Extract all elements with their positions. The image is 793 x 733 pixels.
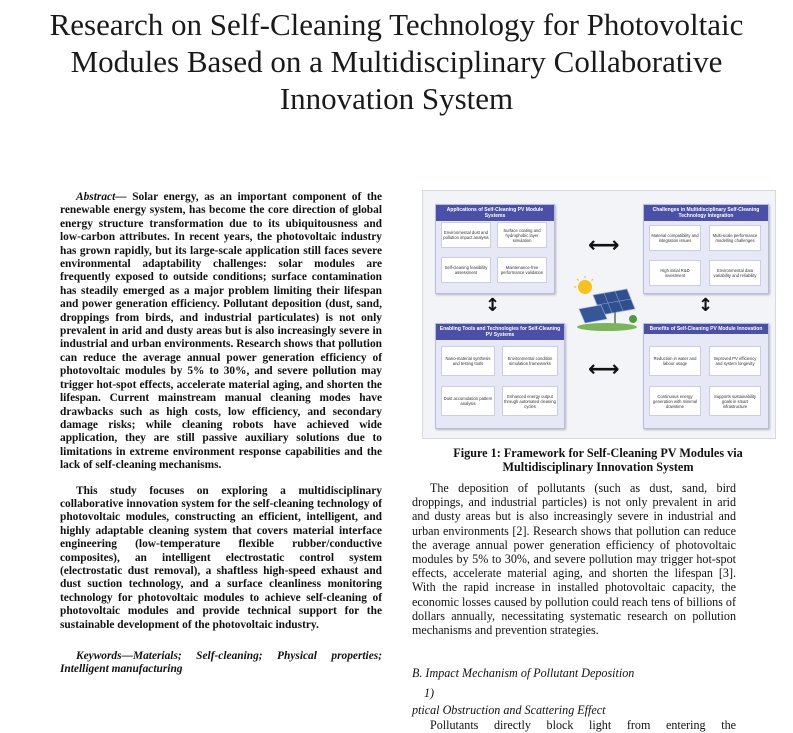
subsection-heading: ptical Obstruction and Scattering Effect	[412, 703, 606, 717]
panel-cell: Environmental data variability and reliability	[709, 260, 761, 286]
panel-cell: Enhanced energy output through automated cleaning cycles	[502, 386, 558, 416]
abstract-body: Solar energy, as an important component of the renewable energy system, has become the core direction of global energy structure transformation due to its ubiquitousness and low-carbon attributes. In recent years, the photovoltaic industry has grown rapidly, but its large-scale application still faces severe environmental adaptability challenges: solar modules are frequently exposed to outside conditions; surface contamination has steadily emerged as a major problem limiting their lifespan and power generation efficiency. Pollutant deposition (dust, sand, droppings from birds, and industrial particulates) is not only prevalent in arid and dusty areas but is also increasingly severe in industrial and urban environments. Research shows that pollution can reduce the average annual power generation efficiency of photovoltaic modules by 5% to 30%, and severe pollution may trigger hot-spot effects, accelerate material aging, and shorten the lifespan. Current mainstream manual cleaning modes have drawbacks such as high costs, low efficiency, and secondary damage risks; while cleaning robots have achieved wide application, they are still passive auxiliary solutions due to limitations in extreme environment response capabilities and the lack of self-cleaning mechanisms.	[60, 191, 382, 472]
figure-panel-benefits	[643, 323, 769, 429]
framework-figure	[422, 190, 776, 439]
panel-title: Enabling Tools and Technologies for Self-Cleaning PV Systems	[436, 324, 564, 340]
abstract-paragraph	[60, 191, 382, 473]
panel-cell: Surface coating and hydrophobic layer simulation	[497, 222, 547, 248]
abstract-paragraph-2: This study focuses on exploring a multidisciplinary collaborative innovation system for the self-cleaning technology of photovoltaic modules, constructing an efficient, intelligent, and highly adaptable cleaning system that covers material interface engineering (low-temperature flexible rubber/conductive composites), an intelligent electrostatic control system (electrostatic dust removal), a shaftless high-speed exhaust and dust suction technology, and a surface cleanliness monitoring technology for photovoltaic modules to achieve self-cleaning of photovoltaic modules and provide technical support for the sustainable development of the photovoltaic industry.	[60, 484, 382, 631]
body-paragraph-start: Pollutants directly block light from entering the	[430, 718, 736, 732]
panel-cell: Dust accumulation pattern analysis	[441, 386, 495, 416]
left-column	[60, 191, 382, 677]
panel-title: Benefits of Self-Cleaning PV Module Innovation	[644, 324, 768, 334]
figure-panel-challenges	[643, 204, 769, 294]
panel-title: Challenges in Multidisciplinary Self-Cleaning Technology Integration	[644, 205, 768, 221]
abstract-label: Abstract—	[76, 191, 127, 203]
double-arrow-icon: ⟷	[588, 357, 620, 382]
panel-cell: Nano-material synthesis and testing tools	[441, 346, 495, 376]
panel-cell: Reduction in water and labour usage	[649, 346, 701, 376]
section-heading: B. Impact Mechanism of Pollutant Deposition	[412, 666, 635, 680]
paper-title: Research on Self-Cleaning Technology for Photovoltaic Modules Based on a Multidisciplinary Collaborative Innovation System	[49, 7, 744, 116]
panel-cell: Maintenance-free performance validation	[497, 257, 547, 283]
body-paragraph: The deposition of pollutants (such as dust, sand, bird droppings, and industrial particles) is not only prevalent in arid and dusty areas but is also increasingly severe in industrial and urban environments [2]. Research shows that pollution can reduce the average annual power generation efficiency of photovoltaic modules by 5% to 30%, and severe pollution may trigger hot-spot effects, accelerate material aging, and shorten the lifespan [3]. With the rapid increase in installed photovoltaic capacity, the economic losses caused by pollution could reach tens of billions of dollars annually, necessitating systematic research on pollution mechanisms and prevention strategies.	[412, 481, 736, 638]
vertical-arrow-icon: ↕	[485, 295, 501, 316]
solar-panel-illustration-icon	[571, 275, 643, 333]
panel-title: Applications of Self-Cleaning PV Module Systems	[436, 205, 554, 221]
panel-cell: Environmental dust and pollution impact analysis	[441, 222, 491, 248]
panel-cell: Improved PV efficiency and system longevity	[709, 346, 761, 376]
figure-panel-applications	[435, 204, 555, 294]
panel-cell: Self-cleaning feasibility assessment	[441, 257, 491, 283]
panel-cell: Multi-scale performance modelling challenges	[709, 225, 761, 251]
subsection-number: 1)	[424, 686, 435, 700]
panel-cell: High initial R&D investment	[649, 260, 701, 286]
figure-panel-tools	[435, 323, 565, 429]
right-column	[412, 481, 736, 637]
double-arrow-icon: ⟷	[588, 233, 620, 258]
panel-cell: Supports sustainability goals in smart infrastructure	[709, 386, 761, 416]
figure-caption: Figure 1: Framework for Self-Cleaning PV Modules via Multidisciplinary Innovation System	[453, 446, 743, 474]
vertical-arrow-icon: ↕	[698, 295, 714, 316]
panel-cell: Continuous energy generation with minimal downtime	[649, 386, 701, 416]
panel-cell: Material compatibility and integration issues	[649, 225, 701, 251]
panel-cell: Environmental condition simulation frameworks	[502, 346, 558, 376]
keywords: Keywords—Materials; Self-cleaning; Physical properties; Intelligent manufacturing	[60, 650, 382, 676]
